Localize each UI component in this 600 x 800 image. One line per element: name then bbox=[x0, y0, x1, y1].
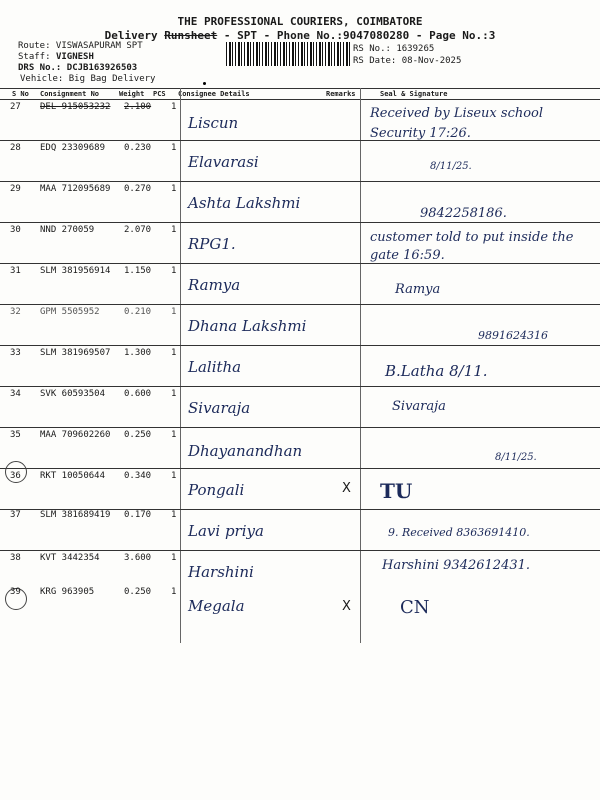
row-weight: 2.100 bbox=[124, 102, 152, 112]
row-pcs: 1 bbox=[171, 184, 177, 194]
row-consignee: Harshini bbox=[188, 563, 254, 581]
row-consignment: RKT 10050644 bbox=[40, 471, 106, 481]
row-remark: X bbox=[342, 599, 351, 614]
row-weight: 0.270 bbox=[124, 184, 152, 194]
row-signature: TU bbox=[380, 479, 413, 503]
table-row bbox=[0, 264, 600, 304]
row-signature: Received by Liseux school Security 17:26. bbox=[370, 106, 544, 141]
row-consignee: Dhana Lakshmi bbox=[188, 317, 307, 335]
row-consignee: Sivaraja bbox=[188, 399, 251, 417]
row-sno: 34 bbox=[10, 389, 21, 399]
row-consignment: KVT 3442354 bbox=[40, 553, 100, 563]
row-consignment: SLM 381956914 bbox=[40, 266, 111, 276]
row-consignee: Pongali bbox=[188, 481, 245, 499]
row-consignment: EDQ 23309689 bbox=[40, 143, 106, 153]
row-weight: 0.210 bbox=[124, 307, 152, 317]
row-signature: 8/11/25. bbox=[430, 161, 472, 172]
table-row bbox=[0, 100, 600, 140]
row-signature: 9. Received 8363691410. bbox=[388, 526, 530, 539]
row-pcs: 1 bbox=[171, 266, 177, 276]
row-consignment: KRG 963905 bbox=[40, 587, 95, 597]
row-consignee: Lavi priya bbox=[188, 522, 264, 540]
table-row bbox=[0, 387, 600, 427]
row-consignment: SLM 381969507 bbox=[40, 348, 111, 358]
col-consignee: Consignee Details bbox=[178, 90, 250, 98]
row-consignee: Liscun bbox=[188, 114, 239, 132]
row-sno: 29 bbox=[10, 184, 21, 194]
col-sno: S No bbox=[12, 90, 29, 98]
col-seal: Seal & Signature bbox=[380, 90, 448, 98]
row-signature: Sivaraja bbox=[392, 399, 446, 414]
row-weight: 0.170 bbox=[124, 510, 152, 520]
row-weight: 3.600 bbox=[124, 553, 152, 563]
row-sno: 32 bbox=[10, 307, 21, 317]
row-consignee: Ashta Lakshmi bbox=[188, 194, 301, 212]
table-row bbox=[0, 469, 600, 509]
row-pcs: 1 bbox=[171, 553, 177, 563]
row-sno: 38 bbox=[10, 553, 21, 563]
vehicle-line: Vehicle: Big Bag Delivery bbox=[20, 74, 156, 84]
subtitle-struck: Runsheet bbox=[164, 29, 218, 42]
col-remarks: Remarks bbox=[326, 90, 356, 98]
row-consignee: RPG1. bbox=[188, 235, 236, 253]
rs-info bbox=[353, 43, 461, 67]
row-consignment: SVK 60593504 bbox=[40, 389, 106, 399]
row-consignment: GPM 5505952 bbox=[40, 307, 100, 317]
drs-value: DCJB163926503 bbox=[66, 63, 138, 73]
row-sno: 31 bbox=[10, 266, 21, 276]
row-signature: Harshini 9342612431. bbox=[382, 558, 531, 573]
row-pcs: 1 bbox=[171, 510, 177, 520]
table-row bbox=[0, 585, 600, 635]
row-consignment: NND 270059 bbox=[40, 225, 95, 235]
row-pcs: 1 bbox=[171, 430, 177, 440]
ink-dot bbox=[203, 82, 206, 85]
row-pcs: 1 bbox=[171, 225, 177, 235]
row-weight: 1.300 bbox=[124, 348, 152, 358]
row-sno: 37 bbox=[10, 510, 21, 520]
row-consignee: Elavarasi bbox=[188, 153, 259, 171]
table-row bbox=[0, 428, 600, 468]
row-pcs: 1 bbox=[171, 471, 177, 481]
runsheet-barcode bbox=[226, 42, 350, 66]
row-sno: 39 bbox=[10, 587, 21, 597]
row-sno: 30 bbox=[10, 225, 21, 235]
row-weight: 0.250 bbox=[124, 587, 152, 597]
staff-line bbox=[18, 52, 94, 63]
rs-number: RS No.: 1639265 bbox=[353, 44, 435, 54]
row-weight: 2.070 bbox=[124, 225, 152, 235]
row-pcs: 1 bbox=[171, 102, 177, 112]
row-sno: 33 bbox=[10, 348, 21, 358]
row-consignment: SLM 381689419 bbox=[40, 510, 111, 520]
row-consignee: Ramya bbox=[188, 276, 241, 294]
row-sno: 36 bbox=[10, 471, 21, 481]
table-row bbox=[0, 510, 600, 550]
company-title: THE PROFESSIONAL COURIERS, COIMBATORE bbox=[177, 15, 423, 28]
table-row bbox=[0, 141, 600, 181]
row-weight: 1.150 bbox=[124, 266, 152, 276]
row-signature: 9891624316 bbox=[478, 329, 548, 342]
table-row bbox=[0, 305, 600, 345]
row-weight: 0.600 bbox=[124, 389, 152, 399]
row-consignee: Lalitha bbox=[188, 358, 242, 376]
row-signature: Ramya bbox=[395, 282, 441, 297]
row-consignment: MAA 709602260 bbox=[40, 430, 111, 440]
row-consignment: DEL 915053232 bbox=[40, 102, 111, 112]
drs-label: DRS No.: bbox=[18, 63, 67, 73]
table-top-rule bbox=[0, 88, 600, 89]
row-pcs: 1 bbox=[171, 143, 177, 153]
row-pcs: 1 bbox=[171, 587, 177, 597]
row-sno: 35 bbox=[10, 430, 21, 440]
drs-line bbox=[18, 63, 137, 74]
row-consignment: MAA 712095689 bbox=[40, 184, 111, 194]
row-signature: customer told to put inside the gate 16:59. bbox=[370, 230, 574, 263]
subtitle-suffix: - SPT - Phone No.:9047080280 - Page No.:3 bbox=[217, 29, 496, 42]
col-weight: Weight bbox=[119, 90, 145, 98]
row-weight: 0.230 bbox=[124, 143, 152, 153]
row-signature: 8/11/25. bbox=[495, 452, 537, 463]
staff-value: VIGNESH bbox=[55, 52, 94, 62]
subtitle-prefix: Delivery bbox=[104, 29, 165, 42]
table-row bbox=[0, 346, 600, 386]
row-pcs: 1 bbox=[171, 348, 177, 358]
row-weight: 0.340 bbox=[124, 471, 152, 481]
col-consignment: Consignment No bbox=[40, 90, 100, 98]
table-row bbox=[0, 182, 600, 222]
row-signature: 9842258186. bbox=[420, 206, 507, 221]
row-pcs: 1 bbox=[171, 307, 177, 317]
col-pcs: PCS bbox=[153, 90, 166, 98]
row-pcs: 1 bbox=[171, 389, 177, 399]
rs-date: RS Date: 08-Nov-2025 bbox=[353, 56, 462, 66]
route-line: Route: VISWASAPURAM SPT bbox=[18, 41, 143, 51]
row-signature: CN bbox=[400, 597, 430, 618]
staff-label: Staff: bbox=[18, 52, 56, 62]
row-sno: 27 bbox=[10, 102, 21, 112]
table-row bbox=[0, 223, 600, 263]
row-consignee: Megala bbox=[188, 597, 245, 615]
row-signature: B.Latha 8/11. bbox=[385, 362, 488, 380]
row-sno: 28 bbox=[10, 143, 21, 153]
row-weight: 0.250 bbox=[124, 430, 152, 440]
row-remark: X bbox=[342, 481, 351, 496]
row-consignee: Dhayanandhan bbox=[188, 442, 303, 460]
